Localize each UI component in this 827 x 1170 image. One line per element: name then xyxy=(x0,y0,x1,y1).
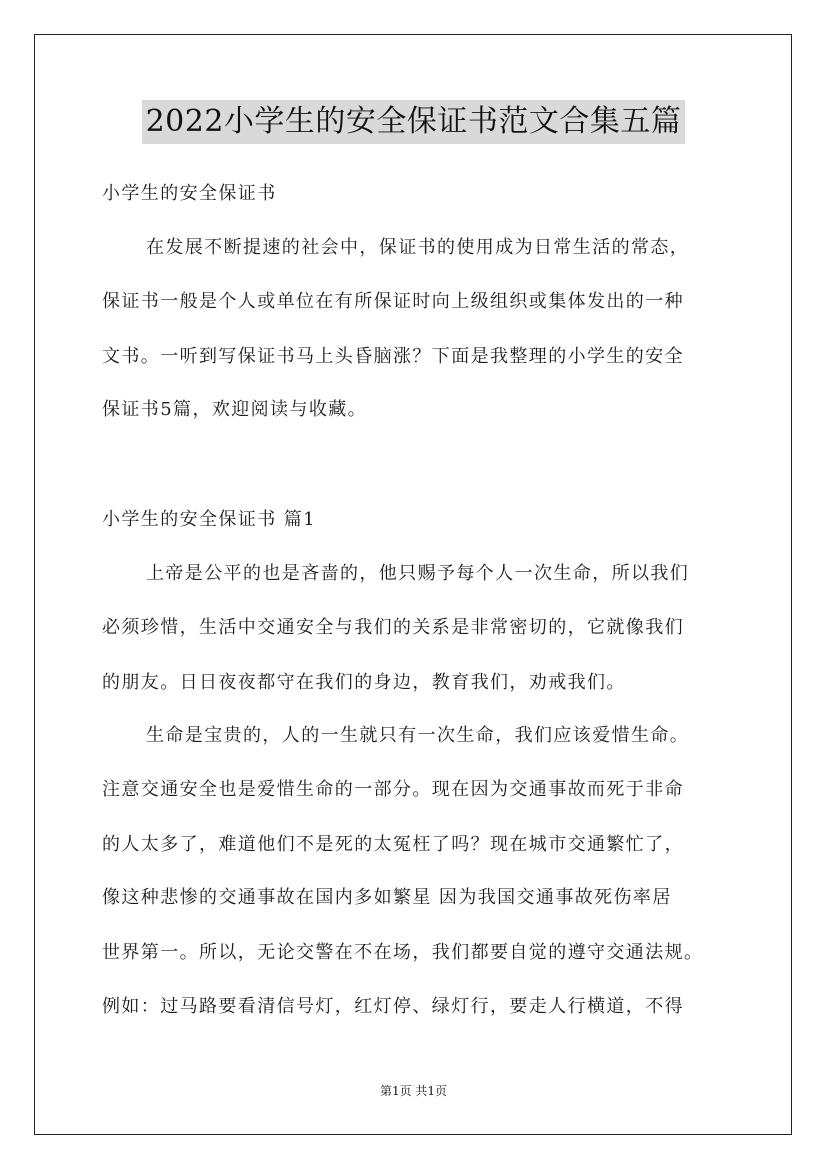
title-container xyxy=(0,100,827,144)
document-title: 2022小学生的安全保证书范文合集五篇 xyxy=(142,100,686,144)
section-heading: 小学生的安全保证书 篇1 xyxy=(102,509,316,530)
section-heading: 小学生的安全保证书 xyxy=(102,183,277,204)
paragraph-line: 保证书5篇，欢迎阅读与收藏。 xyxy=(102,399,368,420)
paragraph-line: 例如：过马路要看清信号灯，红灯停、绿灯行，要走人行横道，不得 xyxy=(102,996,684,1017)
paragraph-line: 的朋友。日日夜夜都守在我们的身边，教育我们，劝戒我们。 xyxy=(102,672,626,693)
paragraph-line: 注意交通安全也是爱惜生命的一部分。现在因为交通事故而死于非命 xyxy=(102,779,684,800)
paragraph-line: 生命是宝贵的，人的一生就只有一次生命，我们应该爱惜生命。 xyxy=(146,725,690,746)
paragraph-line: 世界第一。所以，无论交警在不在场，我们都要自觉的遵守交通法规。 xyxy=(102,942,704,963)
paragraph-line: 文书。一听到写保证书马上头昏脑涨？下面是我整理的小学生的安全 xyxy=(102,346,684,367)
page-number-footer: 第1页 共1页 xyxy=(379,1084,448,1098)
paragraph-line: 的人太多了，难道他们不是死的太冤枉了吗？现在城市交通繁忙了， xyxy=(102,834,684,855)
paragraph-line: 必须珍惜，生活中交通安全与我们的关系是非常密切的，它就像我们 xyxy=(102,617,684,638)
paragraph-line: 保证书一般是个人或单位在有所保证时向上级组织或集体发出的一种 xyxy=(102,291,684,312)
paragraph-line: 上帝是公平的也是吝啬的，他只赐予每个人一次生命，所以我们 xyxy=(146,563,690,584)
paragraph-line: 在发展不断提速的社会中，保证书的使用成为日常生活的常态， xyxy=(146,237,690,258)
paragraph-line: 像这种悲惨的交通事故在国内多如繁星 因为我国交通事故死伤率居 xyxy=(102,887,672,908)
